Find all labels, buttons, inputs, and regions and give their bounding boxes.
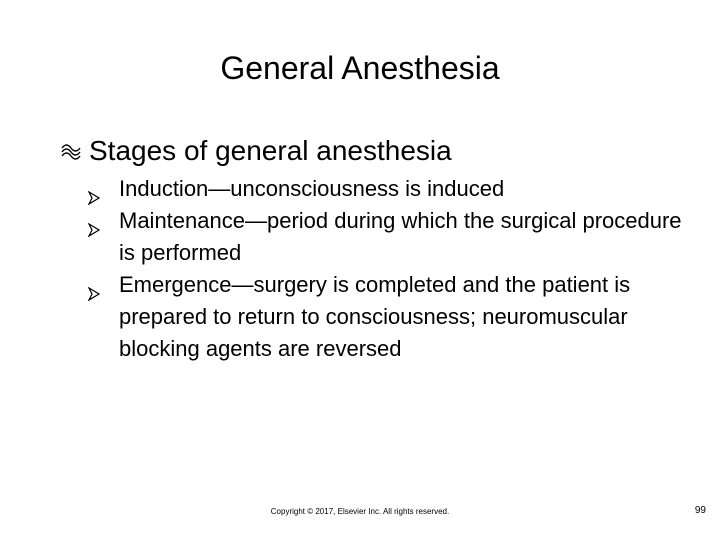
list-item-text: Maintenance—period during which the surgical procedure is performed xyxy=(119,208,682,265)
page-number: 99 xyxy=(694,505,706,516)
sub-bullet-list xyxy=(88,173,688,365)
list-item-text: Induction—unconsciousness is induced xyxy=(119,176,505,201)
list-item-text: Emergence—surgery is completed and the patient is prepared to return to consciousness; neuromuscular blocking agents are reversed xyxy=(119,272,631,361)
slide-title: General Anesthesia xyxy=(220,50,500,86)
arrow-bullet-icon xyxy=(88,214,100,228)
arrow-bullet-icon xyxy=(88,182,100,196)
main-bullet xyxy=(60,133,700,169)
arrow-bullet-icon xyxy=(88,278,100,292)
list-item xyxy=(88,205,688,269)
list-item xyxy=(88,173,688,205)
copyright-footer: Copyright © 2017, Elsevier Inc. All rights reserved. xyxy=(270,507,450,516)
main-bullet-text: Stages of general anesthesia xyxy=(89,135,452,166)
wave-bullet-icon xyxy=(60,142,82,162)
list-item xyxy=(88,269,688,365)
